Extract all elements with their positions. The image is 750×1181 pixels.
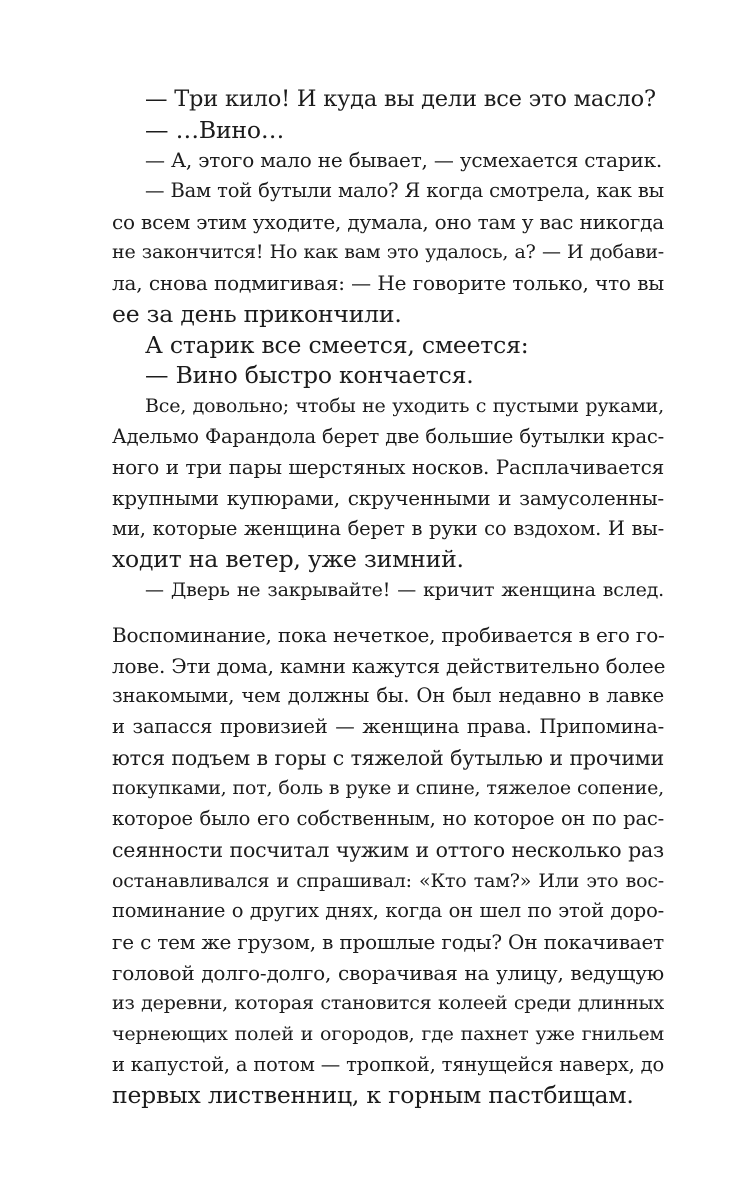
text-line: — Три кило! И куда вы дели все это масло? bbox=[145, 86, 656, 112]
text-line: — Вам той бутыли мало? Я когда смотрела, как вы bbox=[145, 179, 664, 203]
narrative-paragraph bbox=[112, 620, 664, 1111]
text-line: и капустой, а потом — тропкой, тянущейся наверх, до bbox=[112, 1052, 665, 1076]
text-line: не закончится! Но как вам это удалось, а? — И добави- bbox=[112, 241, 664, 264]
text-line: ее за день прикончили. bbox=[112, 299, 402, 328]
text-line: со всем этим уходите, думала, оно там у вас никогда bbox=[112, 209, 664, 234]
text-line: — …Вино… bbox=[145, 115, 285, 144]
text-line: ми, которые женщина берет в руки со вздохом. И вы- bbox=[112, 516, 664, 540]
text-line: ного и три пары шерстяных носков. Расплачивается bbox=[112, 455, 664, 480]
text-line: ла, снова подмигивая: — Не говорите только, что вы bbox=[112, 271, 664, 296]
text-line: поминание о других днях, когда он шел по этой доро- bbox=[112, 899, 664, 923]
text-line: которое было его собственным, но которое он по рас- bbox=[112, 807, 664, 831]
text-line: Все, довольно; чтобы не уходить с пустыми руками, bbox=[145, 394, 664, 417]
text-line: чернеющих полей и огородов, где пахнет уже гнильем bbox=[112, 1022, 664, 1045]
text-line: лове. Эти дома, камни кажутся действительно более bbox=[112, 653, 666, 678]
text-line: останавливался и спрашивал: «Кто там?» Или это вос- bbox=[112, 869, 664, 892]
text-line: крупными купюрами, скрученными и замусоленны- bbox=[112, 485, 664, 510]
text-line: — Дверь не закрывайте! — кричит женщина вслед. bbox=[145, 579, 664, 601]
dialogue-section bbox=[112, 84, 664, 606]
text-line: головой долго-долго, сворачивая на улицу, ведущую bbox=[112, 960, 664, 985]
text-line: сеянности посчитал чужим и оттого несколько раз bbox=[112, 837, 664, 862]
text-line: из деревни, которая становится колеей среди длинных bbox=[112, 992, 664, 1015]
text-line: ходит на ветер, уже зимний. bbox=[112, 545, 464, 574]
text-line: ге с тем же грузом, в прошлые годы? Он покачивает bbox=[112, 929, 664, 954]
text-line: знакомыми, чем должны бы. Он был недавно в лавке bbox=[112, 684, 664, 708]
text-line: А старик все смеется, смеется: bbox=[145, 330, 529, 359]
text-line: Воспоминание, пока нечеткое, пробивается в его го- bbox=[112, 623, 665, 647]
text-line: и запасся провизией — женщина права. Припомина- bbox=[112, 715, 664, 739]
text-line: Адельмо Фарандола берет две большие бутылки крас- bbox=[112, 424, 664, 448]
text-line: покупками, пот, боль в руке и спине, тяжелое сопение, bbox=[112, 777, 664, 800]
text-line: — Вино быстро кончается. bbox=[145, 361, 474, 390]
text-line: ются подъем в горы с тяжелой бутылью и прочими bbox=[112, 745, 664, 770]
text-line: — А, этого мало не бывает, — усмехается старик. bbox=[145, 148, 663, 173]
text-line: первых лиственниц, к горным пастбищам. bbox=[112, 1081, 634, 1110]
